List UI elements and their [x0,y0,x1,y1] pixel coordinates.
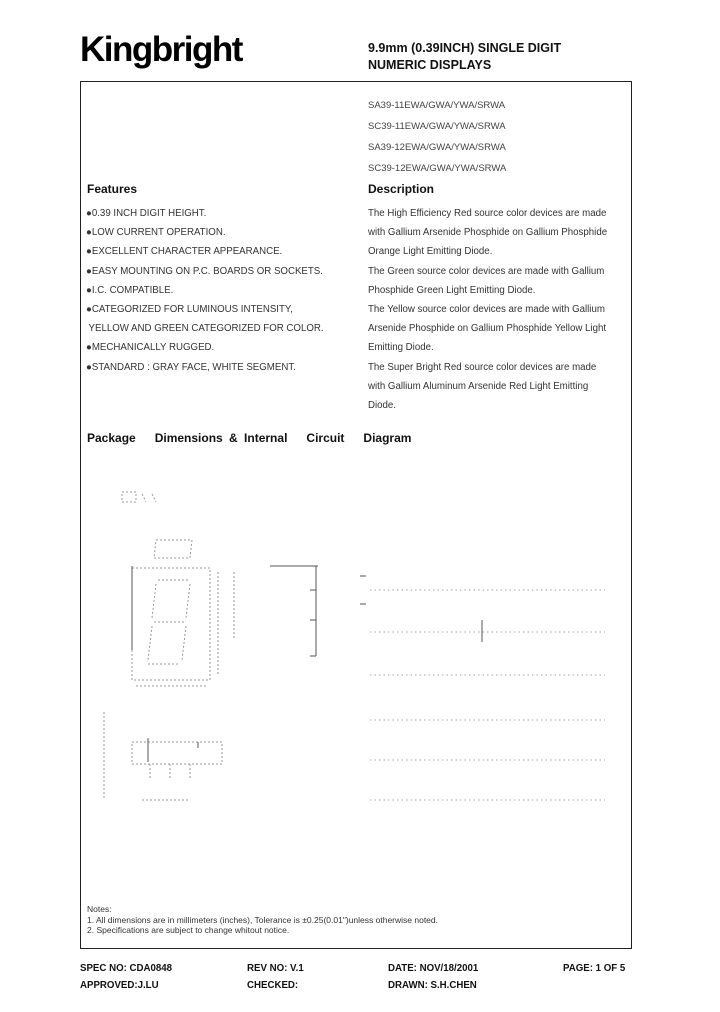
note-2: 2. Specifications are subject to change whitout notice. [87,925,290,935]
feature-item: ●CATEGORIZED FOR LUMINOUS INTENSITY, [86,303,293,315]
package-dimension-diagram [90,480,630,820]
description-line: Phosphide Green Light Emitting Diode. [368,284,536,296]
spec-number: SPEC NO: CDA0848 [80,963,173,974]
notes-title: Notes: [87,904,112,914]
kingbright-logo: Kingbright [80,30,242,69]
description-heading: Description [368,182,435,196]
title-line-1: 9.9mm (0.39INCH) SINGLE DIGIT [368,41,562,55]
feature-item: ●EASY MOUNTING ON P.C. BOARDS OR SOCKETS. [86,265,323,277]
description-line: Diode. [368,399,397,411]
description-line: Arsenide Phosphide on Gallium Phosphide Yellow Light [368,323,607,335]
checked-by: CHECKED: [247,980,299,991]
description-line: with Gallium Aluminum Arsenide Red Light Emitting [368,380,589,392]
description-line: The High Efficiency Red source color devices are made [368,208,607,219]
feature-item: ●0.39 INCH DIGIT HEIGHT. [86,208,207,219]
feature-item: ●MECHANICALLY RUGGED. [86,342,215,354]
drawn-by: DRAWN: S.H.CHEN [388,980,477,991]
feature-item: YELLOW AND GREEN CATEGORIZED FOR COLOR. [86,323,324,335]
feature-item: ●I.C. COMPATIBLE. [86,284,174,296]
description-line: The Super Bright Red source color devices are made [368,361,597,373]
description-line: Orange Light Emitting Diode. [368,246,493,258]
feature-item: ●STANDARD : GRAY FACE, WHITE SEGMENT. [86,361,296,373]
package-heading: Package Dimensions & Internal Circuit Diagram [87,431,412,445]
description-line: The Green source color devices are made with Gallium [368,265,605,277]
model-list [368,95,506,179]
feature-item: ●EXCELLENT CHARACTER APPEARANCE. [86,246,283,258]
description-line: with Gallium Arsenide Phosphide on Gallium Phosphide [368,227,608,239]
model-item: SC39-11EWA/GWA/YWA/SRWA [368,121,506,132]
model-item: SC39-12EWA/GWA/YWA/SRWA [368,163,507,174]
model-item: SA39-12EWA/GWA/YWA/SRWA [368,142,506,153]
note-1: 1. All dimensions are in millimeters (inches), Tolerance is ±0.25(0.01")unless otherwise noted. [87,914,438,925]
description-text [368,204,607,415]
description-line: The Yellow source color devices are made with Gallium [368,303,605,315]
features-list [86,204,324,377]
model-item: SA39-11EWA/GWA/YWA/SRWA [368,100,506,111]
document-title [368,40,561,74]
description-line: Emitting Diode. [368,342,434,354]
title-line-2: NUMERIC DISPLAYS [368,58,492,72]
features-heading: Features [87,182,138,196]
feature-item: ●LOW CURRENT OPERATION. [86,227,226,239]
date: DATE: NOV/18/2001 [388,963,479,974]
revision-number: REV NO: V.1 [247,963,304,974]
approved-by: APPROVED:J.LU [80,980,159,991]
notes-section [87,904,438,936]
page-number: PAGE: 1 OF 5 [563,963,626,974]
